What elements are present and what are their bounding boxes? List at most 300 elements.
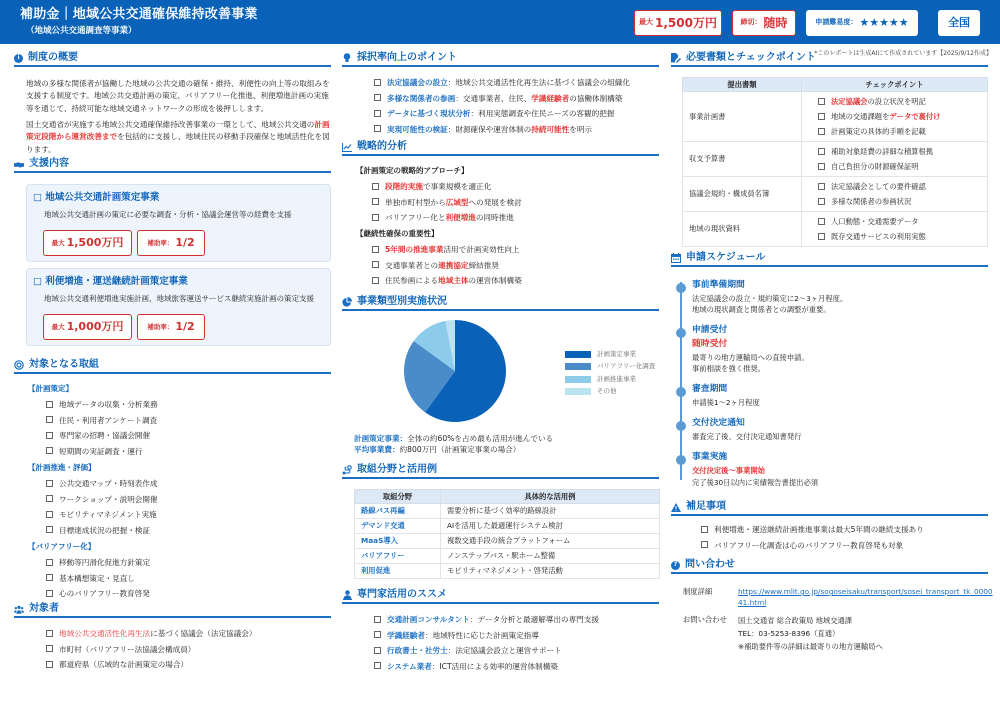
line-chart-icon [342, 142, 352, 152]
highlight-text: 5年間の推進事業 [385, 245, 444, 254]
section-title: 採択率向上のポイント [357, 52, 457, 64]
item-text: 心のバリアフリー教育啓発 [59, 589, 150, 598]
step-description [692, 397, 760, 408]
example-cell: ノンステップバス・駅ホーム整備 [441, 549, 660, 564]
item-text: バリアフリー化調査は心のバリアフリー教育啓発も対象 [714, 540, 904, 550]
checkbox[interactable] [46, 480, 53, 487]
group-label: 【継続性確保の重要性】 [356, 229, 439, 238]
list-item [374, 94, 630, 110]
step-title: 事業実施 [692, 452, 728, 462]
checkbox[interactable] [374, 662, 381, 669]
list-item [46, 495, 158, 511]
page-title: 補助金｜地域公共交通確保維持改善事業 [20, 7, 258, 22]
max-amount-pill [43, 230, 132, 256]
targets-plan-list [46, 400, 158, 462]
list-item [372, 245, 522, 261]
section-documents-heading [671, 51, 988, 67]
checkbox[interactable] [374, 79, 381, 86]
table-row [683, 92, 988, 142]
max-label: 最大 [639, 18, 654, 27]
item-text: 法定協議会としての要件確認 [831, 182, 926, 191]
group-label: 【計画推進・評価】 [28, 463, 96, 472]
checkbox[interactable] [374, 125, 381, 132]
checkbox[interactable] [46, 401, 53, 408]
checkpoint [818, 194, 971, 209]
checkbox[interactable] [46, 432, 53, 439]
timeline-dot [676, 421, 686, 431]
card-description: 地域公共交通利便増進実施計画、地域旅客運送サービス継続実施計画の策定支援 [44, 294, 314, 303]
telephone: TEL：03-5253-8396（直通） [738, 629, 840, 639]
section-eligible-heading [14, 602, 331, 618]
route-icon [342, 465, 352, 475]
highlight-text: 地域主体 [438, 276, 469, 285]
timeline-dot [676, 387, 686, 397]
item-text: の運営体制構築 [468, 276, 522, 285]
field-cell: MaaS導入 [355, 534, 441, 549]
example-cell: モビリティマネジメント・啓発活動 [441, 564, 660, 579]
step-title: 事前準備期間 [692, 280, 745, 290]
item-key: 交通計画コンサルタント [387, 615, 470, 624]
section-title: 対象者 [29, 603, 59, 615]
list-item [46, 629, 256, 645]
checkbox[interactable] [374, 110, 381, 117]
checkbox[interactable] [818, 128, 825, 135]
document-cell: 収支予算書 [683, 142, 802, 177]
table-row [355, 549, 660, 564]
legend-swatch [565, 363, 591, 370]
item-text: 住民参画による [385, 276, 439, 285]
card-description: 地域公共交通計画の策定に必要な調査・分析・協議会運営等の経費を支援 [44, 210, 292, 219]
checkbox[interactable] [46, 526, 53, 533]
step-line: 法定協議会の設立・規約策定に2〜3ヶ月程度。 [692, 294, 848, 303]
table-row [683, 142, 988, 177]
url-line: https://www.mlit.go.jp/sogoseisaku/transport/sosei_transport_tk_0000 [738, 587, 993, 596]
item-text: 短期間の実証調査・運行 [59, 446, 143, 456]
list-item [46, 558, 150, 574]
section-title: 補足事項 [686, 501, 726, 513]
checkbox[interactable] [701, 526, 708, 533]
item-key: データに基づく現状分析 [387, 109, 471, 118]
item-key: 多様な関係者の参画 [387, 93, 456, 103]
label: 最大 [51, 238, 65, 247]
step-description [692, 477, 818, 488]
difficulty-badge [806, 10, 918, 36]
item-text: 地域の交通課題を [831, 112, 890, 121]
question-icon: ? [671, 561, 680, 570]
item-text: 活用で計画実効性向上 [443, 245, 520, 254]
section-contact-heading [671, 558, 988, 574]
checkpoint [818, 109, 971, 124]
list-item [46, 510, 158, 526]
item-text: に基づく協議会（法定協議会） [150, 629, 257, 638]
checkbox[interactable] [818, 218, 825, 225]
item-text: ：地域特性に応じた計画策定指導 [424, 630, 539, 640]
example-cell: AIを活用した最適運行システム検討 [441, 519, 660, 534]
checkpoint [818, 229, 971, 244]
list-item [46, 526, 158, 542]
implementation-pie-chart [403, 319, 507, 423]
subsidy-rate-pill [137, 314, 205, 340]
users-icon [14, 604, 24, 614]
step-line: 最寄りの地方運輸局への直接申請。 [692, 353, 809, 362]
checkbox[interactable] [701, 541, 708, 548]
list-item [46, 447, 158, 463]
field-cell: バリアフリー [355, 549, 441, 564]
checkbox[interactable] [374, 647, 381, 654]
highlight-text: 広域型 [445, 197, 469, 207]
list-item [372, 182, 522, 198]
section-title: 申請スケジュール [686, 252, 766, 264]
legend-item [565, 348, 655, 361]
list-item [46, 479, 158, 495]
list-item [46, 660, 256, 676]
item-text: への発展を検討 [468, 197, 522, 207]
item-text: 交通事業者との [385, 260, 439, 270]
item-text: 都道府県（広域的な計画策定の場合） [59, 660, 189, 669]
support-card-continuation [26, 268, 331, 346]
item-text: ワークショップ・説明会開催 [59, 494, 158, 504]
strategy-continuity-list [372, 245, 522, 292]
note-share [354, 433, 553, 444]
table-row [355, 564, 660, 579]
section-schedule-heading [671, 251, 988, 267]
documents-table [682, 77, 988, 247]
checkbox[interactable] [372, 198, 379, 205]
item-text: ：地域公共交通活性化再生法に基づく協議会の組織化 [447, 78, 630, 87]
targets-barrierfree-list [46, 558, 150, 605]
label: 最大 [51, 322, 65, 331]
list-item [46, 574, 150, 590]
difficulty-label: 申請難易度： [815, 18, 858, 27]
text: を包括的に支援し、地域住民の移動手段確保と地域活性化を図ります。 [26, 132, 330, 154]
legend-item [565, 373, 655, 386]
item-text: ：財源確保や運営体制の [447, 124, 532, 134]
table-row [683, 212, 988, 247]
item-text: 公共交通マップ・時刻表作成 [59, 479, 158, 488]
organization: 国土交通省 総合政策局 地域交通課 [738, 616, 853, 625]
highlight-text: 持続可能性 [531, 124, 570, 134]
item-text: 計画策定の具体的手順を記載 [831, 127, 926, 136]
step-title: 申請受付 [692, 325, 728, 335]
group-label: 【計画策定】 [28, 384, 73, 393]
eligible-list [46, 629, 256, 676]
item-text: 地域データの収集・分析業務 [59, 400, 158, 409]
highlight-text: データで裏付け [889, 112, 941, 121]
note-value: 約800万円（計画策定事業の場合） [399, 445, 521, 455]
legend-item [565, 361, 655, 374]
strategy-approach-list [372, 182, 522, 229]
checkbox[interactable] [372, 214, 379, 221]
item-key: 行政書士・社労士 [387, 646, 448, 655]
list-item [46, 431, 158, 447]
checkbox[interactable] [818, 163, 825, 170]
section-title: 問い合わせ [685, 559, 735, 571]
checkbox[interactable] [46, 447, 53, 454]
checkbox[interactable] [372, 183, 379, 190]
item-text: 締結推奨 [468, 260, 499, 270]
checkpoint [818, 159, 971, 174]
list-item [372, 261, 522, 277]
card-title: □ 利便増進・運送継続計画策定事業 [33, 276, 188, 287]
item-text: ：利用実態調査や住民ニーズの客観的把握 [470, 109, 615, 118]
note-average-cost [354, 444, 553, 455]
list-item [46, 416, 158, 432]
column-header: チェックポイント [802, 78, 988, 92]
list-item [372, 198, 522, 214]
item-text: ：ICT活用による効率的運営体制構築 [431, 661, 558, 671]
value: 1,000万円 [66, 319, 124, 333]
table-row [355, 504, 660, 519]
checkbox[interactable] [818, 148, 825, 155]
document-cell: 協議会規約・構成員名簿 [683, 177, 802, 212]
checkbox[interactable] [46, 416, 53, 423]
item-text: を明示 [569, 124, 593, 134]
list-item [374, 615, 599, 631]
item-text: で事業規模を適正化 [422, 182, 492, 191]
note-value: 全体の約60%を占め最も活用が進んでいる [407, 434, 554, 443]
item-key: 学識経験者 [387, 630, 425, 640]
highlight-text: 連携協定 [438, 260, 469, 270]
highlight-text: 計画策定段階から運営改善まで [26, 120, 330, 142]
section-support-heading [14, 157, 331, 173]
item-text: 基本構想策定・見直し [59, 573, 135, 583]
checkpoint [818, 124, 971, 139]
step-line: 審査完了後、交付決定通知書発行 [692, 432, 802, 441]
label: 補助率： [147, 322, 174, 331]
note-key: 平均事業費： [354, 445, 400, 455]
inquiry-details [738, 614, 883, 653]
item-key: 法定協議会の設立 [387, 78, 448, 87]
card-title: □ 地域公共交通計画策定事業 [33, 192, 160, 203]
list-item [374, 662, 599, 678]
section-experts-heading [342, 588, 659, 604]
list-item [374, 125, 630, 141]
checkbox[interactable] [374, 94, 381, 101]
item-text: の設立状況を明記 [867, 97, 926, 106]
table-header-row [683, 78, 988, 92]
note-key: 計画策定事業： [354, 434, 408, 443]
table-header-row [355, 490, 660, 504]
value: 1,500万円 [66, 235, 124, 249]
list-item [372, 213, 522, 229]
step-description [692, 431, 801, 442]
value: 1/2 [175, 235, 195, 249]
max-value: 1,500万円 [655, 15, 717, 30]
list-item [46, 400, 158, 416]
column-header: 具体的な活用例 [441, 490, 660, 504]
legend-swatch [565, 388, 591, 395]
section-implementation-heading [342, 295, 659, 311]
list-item [372, 276, 522, 292]
list-item [46, 645, 256, 661]
pie-legend [565, 348, 655, 398]
max-amount-pill [43, 314, 132, 340]
legend-label: 計画推進事業 [597, 374, 636, 383]
subsidy-rate-pill [137, 230, 205, 256]
section-title: 制度の概要 [28, 52, 78, 64]
checkbox[interactable] [46, 630, 53, 637]
checkbox[interactable] [46, 574, 53, 581]
list-item [374, 109, 630, 125]
max-amount-badge [634, 10, 722, 36]
pie-chart-icon [342, 297, 352, 307]
section-targets-heading [14, 358, 331, 374]
table-row [355, 534, 660, 549]
item-text: 人口動態・交通需要データ [831, 217, 919, 226]
checkbox[interactable] [46, 559, 53, 566]
example-cell: 複数交通手段の統合プラットフォーム [441, 534, 660, 549]
legend-label: その他 [597, 387, 617, 396]
timeline-dot [676, 283, 686, 293]
item-text: 自己負担分の財源確保証明 [831, 162, 919, 171]
group-label: 【計画策定の戦略的アプローチ】 [356, 166, 469, 175]
list-item [701, 525, 924, 541]
checkbox[interactable] [372, 261, 379, 268]
item-text: 多様な関係者の参画状況 [831, 197, 912, 206]
section-title: 支援内容 [29, 158, 69, 170]
document-cell: 地域の現状資料 [683, 212, 802, 247]
url-line: 41.html [738, 598, 767, 608]
section-title: 必要書類とチェックポイント [686, 52, 816, 64]
checkpoint [818, 179, 971, 194]
item-text: 利便増進・運送継続計画推進事業は最大5年間の継続支援あり [714, 525, 924, 534]
section-points-heading [342, 51, 659, 67]
example-cell: 需要分析に基づく効率的路線設計 [441, 504, 660, 519]
support-card-plan [26, 184, 331, 262]
section-title: 専門家活用のススメ [357, 589, 447, 601]
overview-paragraph-2 [26, 119, 331, 156]
checkpoints-cell [802, 142, 988, 177]
supplement-list [701, 525, 924, 556]
table-row [355, 519, 660, 534]
item-text: 住民・利用者アンケート調査 [59, 415, 158, 425]
region-badge: 全国 [938, 10, 980, 36]
list-item [374, 631, 599, 647]
legend-item [565, 386, 655, 399]
step-description [692, 293, 847, 316]
item-text: の同時推進 [475, 213, 514, 222]
item-text: 目標達成状況の把握・検証 [59, 525, 151, 535]
step-line: 申請後1〜2ヶ月程度 [692, 398, 760, 407]
deadline-value: 随時 [763, 15, 788, 30]
calendar-icon [671, 253, 681, 263]
detail-link[interactable] [738, 587, 993, 607]
timeline-dot [676, 328, 686, 338]
checkbox[interactable] [46, 590, 53, 597]
checkbox[interactable] [46, 495, 53, 502]
item-key: システム業者 [387, 661, 432, 671]
highlight-text: 学識経験者 [531, 93, 570, 103]
targets-promotion-list [46, 479, 158, 541]
difficulty-stars: ★★★★★ [859, 15, 909, 29]
checkbox[interactable] [818, 113, 825, 120]
deadline-label: 締切： [740, 18, 762, 27]
contact-note: ※補助要件等の詳細は最寄りの地方運輸局へ [738, 642, 883, 652]
user-icon [342, 590, 352, 600]
checkpoint [818, 144, 971, 159]
section-title: 取組分野と活用例 [357, 464, 437, 476]
ai-generated-note: *このレポートは生成AIにて作成されています【2025/9/12作成】 [814, 50, 992, 57]
legend-label: バリアフリー化調査 [597, 362, 656, 371]
item-text: ：法定協議会設立と運営サポート [447, 646, 562, 655]
document-cell: 事業計画書 [683, 92, 802, 142]
checkbox[interactable] [374, 616, 381, 623]
experts-list [374, 615, 599, 677]
step-description [692, 352, 809, 375]
checkbox[interactable] [46, 661, 53, 668]
list-item [374, 646, 599, 662]
section-overview-heading [14, 51, 331, 67]
item-key: 実現可能性の検証 [387, 124, 448, 134]
item-text: モビリティマネジメント実施 [59, 510, 157, 519]
checkbox[interactable] [372, 246, 379, 253]
checkbox[interactable] [46, 645, 53, 652]
list-item [374, 78, 630, 94]
step-highlight: 随時受付 [692, 339, 728, 349]
checkbox[interactable] [372, 277, 379, 284]
page-subtitle: （地域公共交通調査等事業） [26, 26, 137, 36]
timeline-line [680, 282, 682, 480]
value: 1/2 [175, 319, 195, 333]
inquiry-label: お問い合わせ [683, 615, 727, 624]
target-icon [14, 360, 24, 370]
document-edit-icon [671, 53, 681, 63]
overview-paragraph-1: 地域の多様な関係者が協働した地域の公共交通の確保・維持、利便性の向上等の取組みを支援する制度です。地域公共交通計画の策定、バリアフリー化推進、利便増進計画の実施等を通じて、持続可能な地域交通ネットワークの形成を後押しします。 [26, 79, 330, 113]
item-text: の協働体制構築 [569, 93, 623, 103]
section-supplement-heading [671, 500, 988, 516]
detail-link-wrap [738, 586, 993, 609]
checkbox[interactable] [374, 631, 381, 638]
section-title: 戦略的分析 [357, 141, 407, 153]
item-text: 市町村（バリアフリー法協議会構成員） [59, 644, 196, 654]
page-header [0, 0, 1000, 44]
item-text: 専門家の招聘・協議会開催 [59, 431, 151, 440]
implementation-notes [354, 433, 553, 456]
timeline-dot [676, 455, 686, 465]
section-title: 事業類型別実施状況 [357, 296, 447, 308]
fields-table [354, 489, 660, 579]
checkpoints-cell [802, 177, 988, 212]
points-list [374, 78, 630, 140]
step-line: 完了後30日以内に実績報告書提出必須 [692, 478, 819, 487]
checkbox[interactable] [818, 98, 825, 105]
list-item [701, 541, 924, 557]
section-fields-heading [342, 463, 659, 479]
detail-label: 制度詳細 [683, 587, 713, 596]
handshake-icon [14, 159, 24, 169]
checkbox[interactable] [818, 183, 825, 190]
table-row [683, 177, 988, 212]
field-cell: 路線バス再編 [355, 504, 441, 519]
checkbox[interactable] [46, 511, 53, 518]
label: 補助率： [147, 238, 174, 247]
checkbox[interactable] [818, 233, 825, 240]
section-title: 対象となる取組 [29, 359, 99, 371]
legend-label: 計画策定事業 [597, 349, 636, 358]
deadline-badge [732, 10, 796, 36]
step-highlight: 交付決定後〜事業開始 [692, 466, 765, 475]
step-title: 交付決定通知 [692, 418, 745, 428]
step-line: 地域の現状調査と関係者との調整が重要。 [692, 305, 831, 315]
item-text: 単独市町村型から [385, 197, 446, 207]
checkbox[interactable] [818, 198, 825, 205]
legend-swatch [565, 376, 591, 383]
step-title: 審査期間 [692, 384, 728, 394]
highlight-text: 法定協議会 [831, 97, 868, 106]
item-text: ：データ分析と最適解導出の専門支援 [469, 615, 599, 624]
checkpoints-cell [802, 92, 988, 142]
legend-swatch [565, 351, 591, 358]
